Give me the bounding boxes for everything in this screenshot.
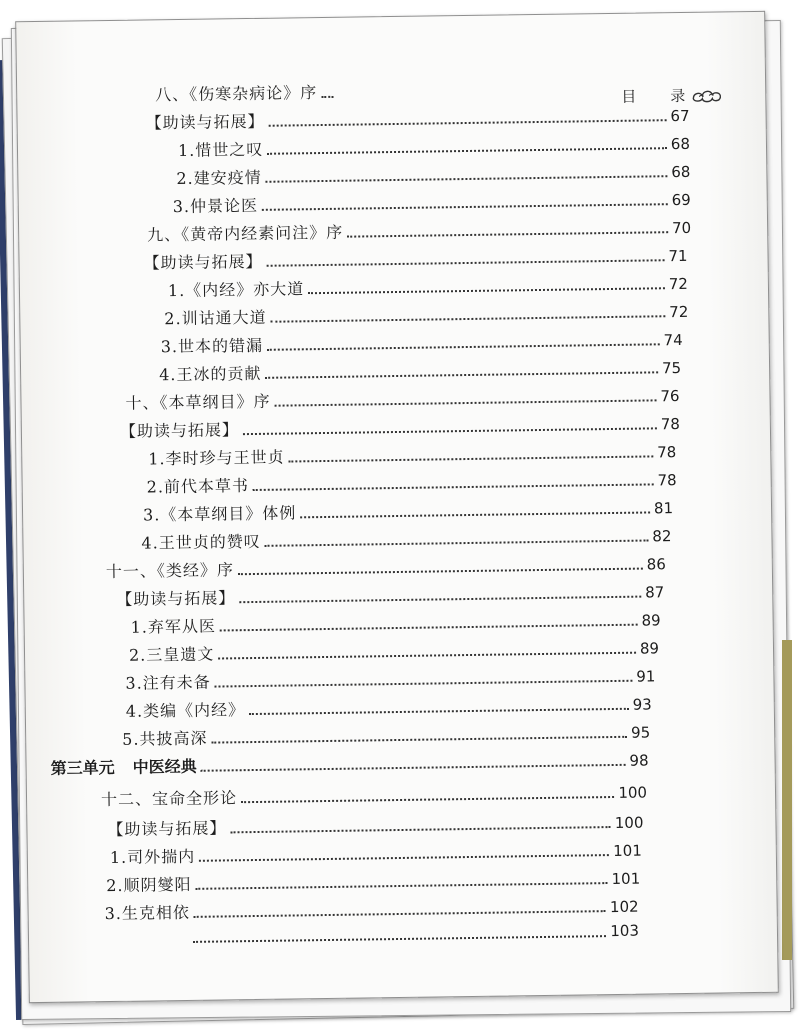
toc-entry-row <box>164 299 688 329</box>
unit-title: 中医经典 <box>132 756 197 777</box>
toc-entry-row <box>143 495 673 525</box>
dot-leader <box>300 511 650 518</box>
toc-entry-title: 2.三皇遗文 <box>128 644 215 665</box>
toc-entry-row <box>147 215 691 246</box>
toc-entry-row <box>147 467 677 497</box>
toc-page-number: 75 <box>661 359 682 378</box>
dot-leader <box>212 735 628 743</box>
table-of-contents <box>16 12 764 941</box>
toc-page-number: 76 <box>660 387 680 406</box>
dot-leader <box>265 539 649 546</box>
dot-leader <box>269 119 667 127</box>
toc-entry-row <box>173 187 691 217</box>
toc-page-number: 82 <box>652 527 672 546</box>
dot-leader <box>215 679 633 687</box>
toc-page-number: 89 <box>639 639 660 658</box>
toc-entry-row <box>106 866 640 896</box>
toc-page <box>15 11 779 1003</box>
toc-page-number: 95 <box>630 723 651 742</box>
dot-leader <box>239 595 641 603</box>
dot-leader <box>253 483 654 491</box>
dot-leader <box>201 763 626 771</box>
toc-entry-row <box>189 922 639 946</box>
toc-entry-row <box>130 607 660 637</box>
toc-entry-title: 1.李时珍与王世贞 <box>148 447 285 469</box>
toc-entry-title: 5.共披高深 <box>122 728 208 749</box>
toc-entry-row <box>116 579 664 610</box>
toc-entry-title: 【助读与拓展】 <box>107 818 227 840</box>
dot-leader <box>321 95 333 97</box>
toc-page-number: 78 <box>657 471 677 490</box>
toc-entry-title: 【助读与拓展】 <box>143 251 263 273</box>
toc-page-number: 71 <box>668 246 688 266</box>
toc-page-number: 68 <box>671 162 691 182</box>
dot-leader <box>308 287 665 294</box>
toc-page-number: 78 <box>660 415 680 434</box>
toc-entry-row <box>141 523 671 553</box>
toc-entry-row <box>101 780 647 811</box>
toc-entry-row <box>107 810 643 840</box>
toc-entry-row <box>122 719 650 749</box>
dot-leader <box>347 231 668 237</box>
dot-leader <box>194 910 606 918</box>
running-head-left: 目 <box>621 87 637 106</box>
toc-page-number: 91 <box>636 667 656 686</box>
dot-leader <box>271 315 666 323</box>
toc-unit-row <box>50 748 648 779</box>
toc-entry-title: 十二、宝命全形论 <box>100 788 238 810</box>
toc-page-number: 102 <box>609 897 639 917</box>
toc-entry-title: 十一、《类经》序 <box>105 560 235 582</box>
dot-leader <box>199 854 609 862</box>
toc-page-number: 70 <box>671 218 692 238</box>
toc-entry-title: 【助读与拓展】 <box>145 111 265 133</box>
toc-entry-row <box>168 271 688 301</box>
toc-page-number: 67 <box>670 106 690 126</box>
dot-leader <box>238 567 643 575</box>
toc-entry-title: 4.王世贞的赞叹 <box>141 531 261 553</box>
toc-entry-row <box>159 355 681 385</box>
toc-entry-row <box>143 243 687 274</box>
toc-entry-title: 九、《黄帝内经素问注》序 <box>147 222 344 245</box>
toc-page-number: 100 <box>614 813 644 832</box>
toc-entry-row <box>126 691 652 721</box>
toc-page-number: 101 <box>613 841 642 861</box>
toc-page-number: 101 <box>611 869 641 889</box>
toc-entry-title: 2.训诂通大道 <box>164 307 267 329</box>
toc-page-number: 100 <box>618 783 648 802</box>
toc-entry-row <box>104 894 638 924</box>
toc-page-number: 78 <box>657 443 677 462</box>
toc-entry-title: 2.顺阴燮阳 <box>106 874 192 896</box>
dot-leader <box>267 343 660 350</box>
toc-entry-row <box>178 131 690 161</box>
toc-page-number: 86 <box>646 555 666 574</box>
cloud-ornament-icon <box>691 86 725 104</box>
dot-leader <box>243 427 657 435</box>
toc-page-number: 89 <box>641 611 661 630</box>
toc-entry-row <box>106 551 666 582</box>
running-head-right: 录 <box>670 86 686 106</box>
toc-entry-title: 2.前代本草书 <box>146 476 250 497</box>
toc-entry-title: 3.生克相依 <box>104 902 191 924</box>
toc-entry-row <box>120 411 680 442</box>
toc-entry-title: 2.建安疫情 <box>176 167 262 189</box>
toc-entry-row <box>125 383 679 414</box>
dot-leader <box>196 882 608 890</box>
toc-entry-row <box>176 159 690 189</box>
toc-entry-title: 1.弃军从医 <box>130 616 217 637</box>
toc-page-number: 98 <box>629 751 649 770</box>
unit-number: 第三单元 <box>50 757 115 778</box>
dot-leader <box>262 203 668 211</box>
toc-entry-title: 十、《本草纲目》序 <box>125 391 271 413</box>
toc-entry-title: 1.《内经》亦大道 <box>167 279 305 301</box>
dot-leader <box>241 795 614 802</box>
toc-entry-row <box>155 80 337 106</box>
toc-entry-title <box>50 754 196 779</box>
toc-page-number: 87 <box>644 583 665 602</box>
dot-leader <box>275 399 657 406</box>
toc-entry-title: 3.《本草纲目》体例 <box>142 503 297 525</box>
book-cover-edge <box>782 640 792 960</box>
toc-entry-title: 八、《伤寒杂病论》序 <box>155 83 318 105</box>
toc-entry-title: 【助读与拓展】 <box>119 420 240 441</box>
dot-leader <box>267 259 665 267</box>
toc-page-number: 69 <box>671 190 691 210</box>
dot-leader <box>265 371 658 378</box>
toc-entry-title: 3.注有未备 <box>125 672 211 693</box>
toc-entry-title: 【助读与拓展】 <box>116 588 236 609</box>
dot-leader <box>267 147 667 155</box>
toc-entry-title: 3.世本的错漏 <box>160 335 264 357</box>
toc-entry-row <box>145 103 689 134</box>
dot-leader <box>266 175 668 183</box>
toc-entry-title: 1.司外揣内 <box>109 846 196 868</box>
toc-page-number: 81 <box>653 499 674 518</box>
toc-entry-row <box>125 663 655 693</box>
toc-page-number: 72 <box>668 274 689 294</box>
toc-entry-title: 1.惜世之叹 <box>177 139 264 161</box>
dot-leader <box>249 707 629 714</box>
toc-entry-title: 3.仲景论医 <box>172 195 259 217</box>
toc-entry-row <box>161 327 683 357</box>
dot-leader <box>220 623 638 631</box>
toc-entry-row <box>129 635 659 665</box>
dot-leader <box>218 651 636 659</box>
toc-page-number: 103 <box>610 921 640 941</box>
toc-entry-title: 4.类编《内经》 <box>125 700 246 721</box>
dot-leader <box>193 935 606 943</box>
toc-page-number: 93 <box>632 695 652 714</box>
toc-entry-row <box>110 838 642 868</box>
toc-page-number: 74 <box>663 330 683 350</box>
toc-page-number: 68 <box>670 134 691 154</box>
dot-leader <box>289 455 654 462</box>
toc-page-number: 72 <box>669 302 689 322</box>
toc-entry-row <box>148 439 676 469</box>
dot-leader <box>231 826 611 833</box>
toc-entry-title: 4.王冰的贡献 <box>158 363 262 385</box>
